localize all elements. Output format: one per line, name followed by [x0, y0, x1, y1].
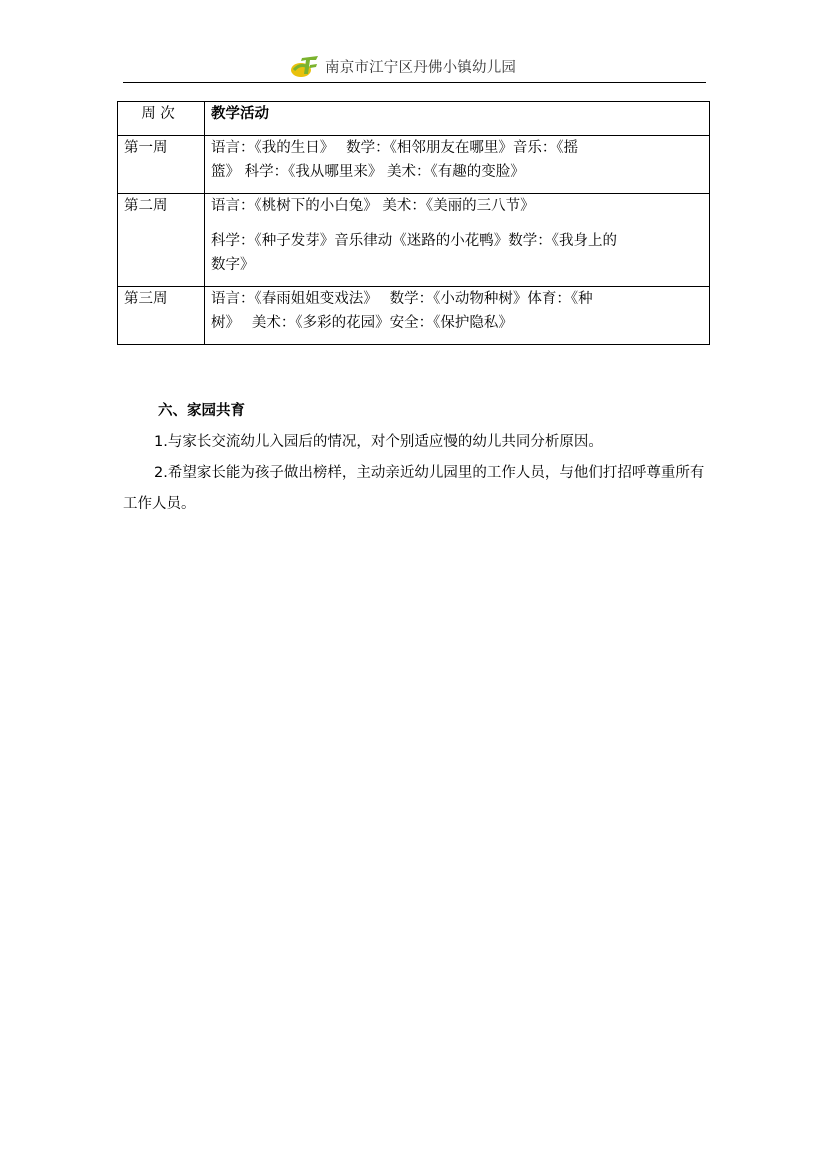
header-title: 南京市江宁区丹佛小镇幼儿园 [325, 59, 517, 76]
table-row [118, 287, 710, 345]
header-brand [288, 52, 516, 80]
home-school-section [123, 396, 706, 520]
activity-line: 语言：《桃树下的小白兔》 美术：《美丽的三八节》 [211, 198, 535, 214]
section-paragraph: 2.希望家长能为孩子做出榜样，主动亲近幼儿园里的工作人员，与他们打招呼尊重所有工作人员。 [123, 465, 705, 512]
teaching-schedule-table [117, 101, 710, 345]
activity-cell [205, 136, 710, 194]
table-header-row [118, 102, 710, 136]
activity-cell [205, 287, 710, 345]
kindergarten-logo-icon [288, 52, 322, 80]
column-header-week: 周 次 [118, 102, 205, 136]
activity-line: 树》 美术：《多彩的花园》安全：《保护隐私》 [211, 315, 513, 331]
activity-cell [205, 194, 710, 287]
table-row [118, 194, 710, 287]
section-paragraph: 1.与家长交流幼儿入园后的情况，对个别适应慢的幼儿共同分析原因。 [154, 434, 603, 450]
week-cell: 第二周 [118, 194, 205, 287]
week-cell: 第三周 [118, 287, 205, 345]
activity-line: 数字》 [211, 257, 255, 273]
activity-line: 科学：《种子发芽》音乐律动《迷路的小花鸭》数学：《我身上的 [211, 233, 617, 249]
section-title: 六、家园共育 [158, 403, 245, 419]
table-row [118, 136, 710, 194]
page-header [123, 46, 706, 83]
week-cell: 第一周 [118, 136, 205, 194]
column-header-activity: 教学活动 [205, 102, 710, 136]
activity-line: 篮》 科学：《我从哪里来》 美术：《有趣的变脸》 [211, 164, 525, 180]
activity-line: 语言：《我的生日》 数学：《相邻朋友在哪里》音乐：《摇 [211, 140, 579, 156]
activity-line: 语言：《春雨姐姐变戏法》 数学：《小动物种树》体育：《种 [211, 291, 593, 307]
